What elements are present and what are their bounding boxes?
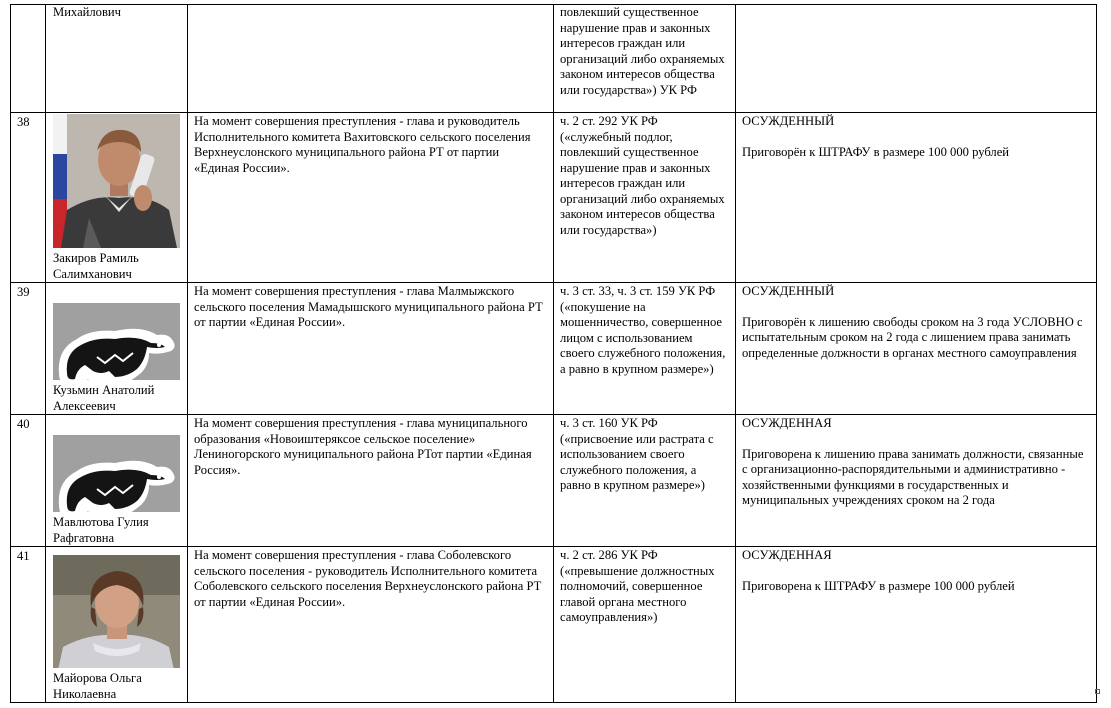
verdict-text: Приговорена к ШТРАФУ в размере 100 000 рублей bbox=[742, 578, 1015, 593]
article-text: повлекший существенное нарушение прав и законных интересов граждан или организаций либо охраняемых законом интересов общества или государства») УК РФ bbox=[560, 5, 725, 97]
photo-name-cell bbox=[46, 547, 188, 703]
position-cell bbox=[188, 5, 554, 113]
verdict-cell bbox=[736, 5, 1097, 113]
status-label: ОСУЖДЕННЫЙ bbox=[742, 114, 835, 128]
row-number: 40 bbox=[11, 415, 46, 547]
table-resize-handle[interactable] bbox=[1095, 689, 1100, 694]
status-label: ОСУЖДЕННЫЙ bbox=[742, 284, 835, 298]
table-row bbox=[11, 415, 1097, 547]
row-number bbox=[11, 5, 46, 113]
bear-logo-icon bbox=[53, 284, 180, 380]
person-photo-icon bbox=[53, 114, 180, 248]
verdict-text: Приговорён к ШТРАФУ в размере 100 000 рублей bbox=[742, 144, 1010, 159]
convicts-table bbox=[10, 4, 1097, 703]
table-row bbox=[11, 283, 1097, 415]
person-name: Майорова Ольга Николаевна bbox=[53, 671, 142, 701]
article-cell: ч. 2 ст. 292 УК РФ («служебный подлог, повлекший существенное нарушение прав и законных интересов граждан или организаций либо охраняемых законом интересов общества или государства») bbox=[554, 113, 736, 283]
verdict-cell bbox=[736, 547, 1097, 703]
position-cell: На момент совершения преступления - глава муниципального образования «Новоиштеряксое сельское поселение» Лениногорского муниципального района РТот партии «Единая Россия». bbox=[188, 415, 554, 547]
status-label: ОСУЖДЕННАЯ bbox=[742, 416, 832, 430]
article-cell: ч. 3 ст. 33, ч. 3 ст. 159 УК РФ («покушение на мошенничество, совершенное лицом с использованием своего служебного положения, а равно в крупном размере») bbox=[554, 283, 736, 415]
bear-logo-icon bbox=[53, 416, 180, 512]
position-cell: На момент совершения преступления - глава Малмыжского сельского поселения Мамадышского муниципального района РТ от партии «Единая России». bbox=[188, 283, 554, 415]
verdict-text: Приговорена к лишению права занимать должности, связанные с организационно-распорядительными и административно - хозяйственными функциями в государственных и муниципальных учреждениях сроком на 2 года bbox=[742, 446, 1084, 507]
person-name: Мавлютова Гулия Рафгатовна bbox=[53, 515, 149, 545]
person-name: Закиров Рамиль Салимханович bbox=[53, 251, 139, 281]
article-cell: ч. 3 ст. 160 УК РФ («присвоение или растрата с использованием своего служебного положения, а равно в крупном размере») bbox=[554, 415, 736, 547]
verdict-cell bbox=[736, 283, 1097, 415]
photo-name-cell bbox=[46, 113, 188, 283]
photo-name-cell bbox=[46, 415, 188, 547]
person-name: Михайлович bbox=[53, 5, 121, 19]
article-cell bbox=[554, 5, 736, 113]
verdict-text: Приговорён к лишению свободы сроком на 3 года УСЛОВНО с испытательным сроком на 2 года с лишением права занимать определенные должности в органах местного самоуправления bbox=[742, 314, 1083, 360]
verdict-cell bbox=[736, 113, 1097, 283]
person-name: Кузьмин Анатолий Алексеевич bbox=[53, 383, 155, 413]
table-row bbox=[11, 5, 1097, 113]
position-cell: На момент совершения преступления - глава и руководитель Исполнительного комитета Вахитовского сельского поселения Верхнеуслонского муниципального района РТ от партии «Единая России». bbox=[188, 113, 554, 283]
verdict-cell bbox=[736, 415, 1097, 547]
row-number: 39 bbox=[11, 283, 46, 415]
person-photo-icon bbox=[53, 548, 180, 668]
name-cell bbox=[46, 5, 188, 113]
photo-name-cell bbox=[46, 283, 188, 415]
table-row bbox=[11, 113, 1097, 283]
row-number: 38 bbox=[11, 113, 46, 283]
table-row bbox=[11, 547, 1097, 703]
row-number: 41 bbox=[11, 547, 46, 703]
article-cell: ч. 2 ст. 286 УК РФ («превышение должностных полномочий, совершенное главой органа местного самоуправления») bbox=[554, 547, 736, 703]
status-label: ОСУЖДЕННАЯ bbox=[742, 548, 832, 562]
position-cell: На момент совершения преступления - глава Соболевского сельского поселения - руководитель Исполнительного комитета Соболевского сельского поселения Верхнеуслонского района РТ от партии «Единая России». bbox=[188, 547, 554, 703]
